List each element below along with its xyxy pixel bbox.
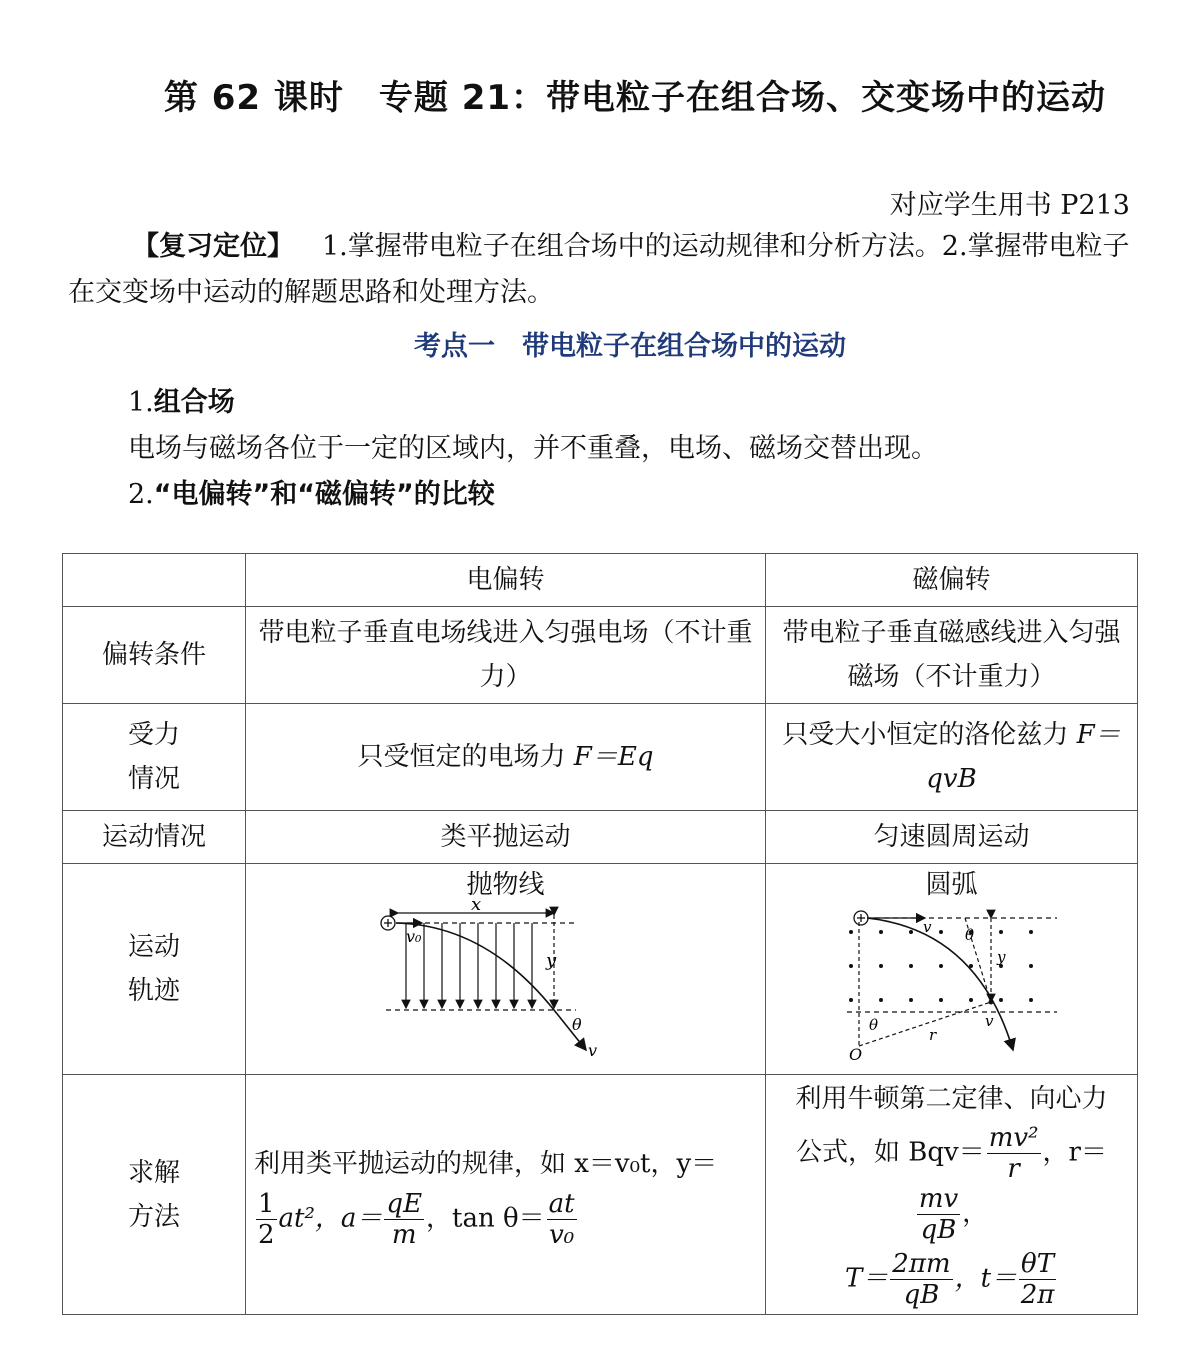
electric-tan: ，tan θ＝ bbox=[426, 1203, 545, 1234]
item1-title: 组合场 bbox=[153, 387, 235, 418]
arc-center-label: O bbox=[848, 1045, 862, 1060]
magnetic-field-dots bbox=[849, 930, 1033, 1002]
label-trajectory-line1: 运动 bbox=[127, 932, 180, 962]
v-label: v bbox=[587, 1041, 597, 1060]
arc-diagram bbox=[837, 900, 1067, 1060]
label-method bbox=[63, 1075, 246, 1315]
t-den: 2π bbox=[1020, 1280, 1055, 1310]
label-trajectory-line2: 轨迹 bbox=[127, 976, 180, 1006]
arc-v-top-label: v bbox=[922, 918, 931, 936]
magnetic-trajectory bbox=[766, 864, 1138, 1075]
header-electric: 电偏转 bbox=[246, 554, 766, 607]
magnetic-motion: 匀速圆周运动 bbox=[766, 811, 1138, 864]
header-magnetic: 磁偏转 bbox=[766, 554, 1138, 607]
t-num: θT bbox=[1021, 1249, 1055, 1279]
page-title: 第 62 课时 专题 21：带电粒子在组合场、交变场中的运动 bbox=[163, 78, 1107, 118]
electric-method bbox=[246, 1075, 766, 1315]
magnetic-bqv: 公式，如 Bqv＝ bbox=[796, 1137, 985, 1168]
table-row-trajectory bbox=[63, 864, 1138, 1075]
table-row-method bbox=[63, 1075, 1138, 1315]
mv-den: qB bbox=[920, 1215, 957, 1245]
label-method-line1: 求解 bbox=[127, 1157, 180, 1188]
magnetic-force bbox=[766, 704, 1138, 811]
theta-label: θ bbox=[571, 1015, 582, 1034]
magnetic-condition: 带电粒子垂直磁感线进入匀强磁场（不计重力） bbox=[766, 607, 1138, 704]
arc-v-exit-label: v bbox=[984, 1012, 993, 1030]
magnetic-force-formula: F＝qvB bbox=[926, 720, 1121, 794]
parabola-caption: 抛物线 bbox=[466, 870, 545, 900]
arc-theta-bottom-label: θ bbox=[868, 1016, 878, 1034]
magnetic-method-line1: 利用牛顿第二定律、向心力 bbox=[795, 1084, 1108, 1114]
electric-trajectory bbox=[246, 864, 766, 1075]
fraction-thetaT-2pi bbox=[1019, 1249, 1056, 1310]
electric-force bbox=[246, 704, 766, 811]
y-label: y bbox=[545, 950, 556, 971]
label-condition: 偏转条件 bbox=[63, 607, 246, 704]
arc-y-label: y bbox=[996, 948, 1005, 966]
section-title: 考点一 带电粒子在组合场中的运动 bbox=[414, 331, 846, 362]
label-motion: 运动情况 bbox=[63, 811, 246, 864]
mv2-num: mv² bbox=[988, 1123, 1039, 1153]
fraction-2pim-qB bbox=[890, 1249, 952, 1310]
review-label: 【复习定位】 bbox=[132, 231, 294, 262]
table-row-force bbox=[63, 704, 1138, 811]
electric-condition: 带电粒子垂直电场线进入匀强电场（不计重力） bbox=[246, 607, 766, 704]
header-empty bbox=[63, 554, 246, 607]
parabola-diagram bbox=[376, 900, 636, 1060]
label-force-line2: 情况 bbox=[127, 764, 180, 794]
fraction-mv-qB bbox=[917, 1184, 960, 1245]
fraction-mv2-r bbox=[987, 1123, 1041, 1184]
T-num: 2πm bbox=[892, 1249, 951, 1279]
arc-r-label: r bbox=[928, 1026, 936, 1044]
magnetic-force-text: 只受大小恒定的洛伦兹力 bbox=[782, 720, 1077, 750]
fraction-qE-m bbox=[384, 1189, 424, 1250]
qE-den: m bbox=[391, 1220, 417, 1250]
item2-heading bbox=[128, 472, 495, 511]
mv-num: mv bbox=[918, 1184, 959, 1214]
magnetic-method bbox=[766, 1075, 1138, 1315]
mv2-den: r bbox=[1007, 1154, 1020, 1184]
T-den: qB bbox=[903, 1280, 940, 1310]
arc-theta-top-label: θ bbox=[964, 926, 974, 944]
magnetic-method-line2: 公式，如 Bqv＝ $\frac{\text{mv²}}{r}$ ，r＝ $\frac{mv}{qB}$ ， bbox=[796, 1123, 1107, 1245]
half-num: 1 bbox=[258, 1189, 275, 1219]
magnetic-t-prefix: ，t＝ bbox=[954, 1263, 1018, 1294]
qE-num: qE bbox=[386, 1189, 423, 1219]
item1-text: 电场与磁场各位于一定的区域内，并不重叠，电场、磁场交替出现。 bbox=[128, 433, 938, 464]
table-header-row bbox=[63, 554, 1138, 607]
field-lines bbox=[406, 923, 532, 1008]
magnetic-T-prefix: T＝ bbox=[844, 1263, 889, 1294]
magnetic-r-prefix: ，r＝ bbox=[1042, 1137, 1107, 1168]
review-text: 1.掌握带电粒子在组合场中的运动规律和分析方法。2.掌握带电粒子在交变场中运动的解题思路和处理方法。 bbox=[68, 231, 1130, 308]
x-label: x bbox=[470, 900, 481, 915]
item1-heading bbox=[128, 380, 235, 419]
reference-text: 对应学生用书 P213 bbox=[889, 190, 1130, 221]
label-force-line1: 受力 bbox=[127, 720, 180, 750]
item1-num: 1. bbox=[128, 387, 154, 418]
label-trajectory bbox=[63, 864, 246, 1075]
electric-force-text: 只受恒定的电场力 bbox=[357, 742, 574, 772]
at-num: at bbox=[548, 1189, 575, 1219]
review-paragraph bbox=[68, 224, 1133, 316]
label-force bbox=[63, 704, 246, 811]
at-den: v₀ bbox=[549, 1220, 575, 1250]
item2-num: 2. bbox=[128, 479, 154, 510]
electric-motion: 类平抛运动 bbox=[246, 811, 766, 864]
fraction-at-v0 bbox=[547, 1189, 577, 1250]
table-row-motion bbox=[63, 811, 1138, 864]
fraction-half bbox=[256, 1189, 277, 1250]
arc-caption: 圆弧 bbox=[925, 870, 978, 900]
magnetic-method-line3 bbox=[774, 1249, 1129, 1310]
radius-to-exit bbox=[859, 1002, 991, 1046]
electric-at2: at²，a＝ bbox=[278, 1203, 383, 1234]
table-row-condition bbox=[63, 607, 1138, 704]
item2-title: “电偏转”和“磁偏转”的比较 bbox=[153, 479, 495, 510]
half-den: 2 bbox=[258, 1220, 275, 1250]
comparison-table bbox=[62, 553, 1138, 1315]
electric-method-line1: 利用类平抛运动的规律，如 x＝v₀t，y＝ bbox=[254, 1149, 718, 1179]
electric-force-formula: F＝Eq bbox=[573, 742, 654, 772]
label-method-line2: 方法 bbox=[127, 1201, 180, 1232]
v0-label: v₀ bbox=[405, 927, 421, 946]
